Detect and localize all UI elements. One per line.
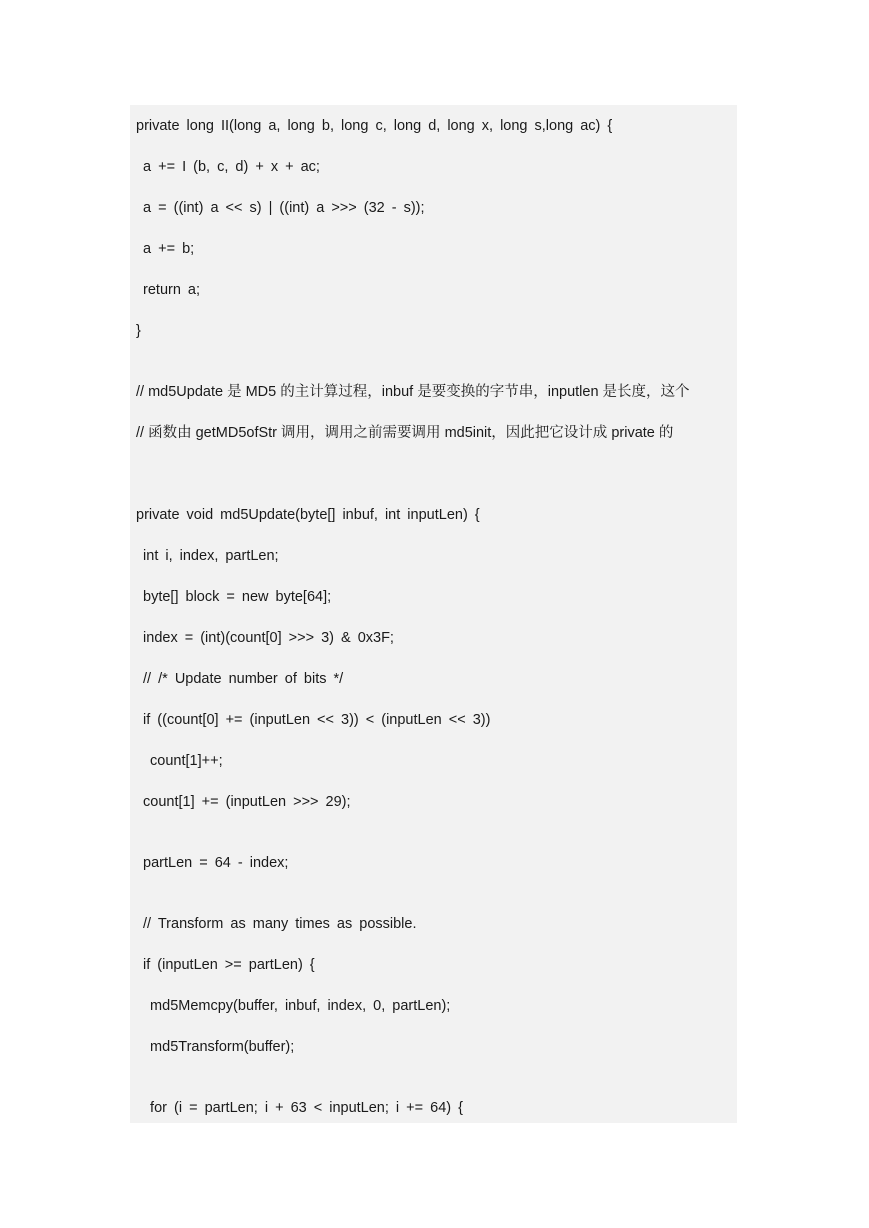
code-comment-line: // /* Update number of bits */ [136, 671, 344, 687]
code-block [130, 105, 737, 1123]
code-line: for (i = partLen; i + 63 < inputLen; i += 64) { [136, 1100, 463, 1116]
code-comment-line: // 函数由 getMD5ofStr 调用，调用之前需要调用 md5init，因此把它设计成 private 的 [136, 425, 674, 441]
code-comment-line: // md5Update 是 MD5 的主计算过程，inbuf 是要变换的字节串，inputlen 是长度，这个 [136, 384, 690, 400]
code-line: count[1]++; [136, 753, 223, 769]
code-line: count[1] += (inputLen >>> 29); [136, 794, 351, 810]
code-line: private long II(long a, long b, long c, long d, long x, long s,long ac) { [136, 118, 613, 134]
code-line: } [136, 323, 141, 339]
code-line: private void md5Update(byte[] inbuf, int inputLen) { [136, 507, 480, 523]
code-line: if ((count[0] += (inputLen << 3)) < (inputLen << 3)) [136, 712, 491, 728]
code-line: partLen = 64 - index; [136, 855, 289, 871]
code-line: md5Transform(buffer); [136, 1039, 295, 1055]
code-line: md5Memcpy(buffer, inbuf, index, 0, partLen); [136, 998, 451, 1014]
code-comment-line: // Transform as many times as possible. [136, 916, 417, 932]
code-line: a += b; [136, 241, 195, 257]
code-line: a = ((int) a << s) | ((int) a >>> (32 - s)); [136, 200, 425, 216]
code-line: byte[] block = new byte[64]; [136, 589, 332, 605]
code-line: return a; [136, 282, 201, 298]
code-line: index = (int)(count[0] >>> 3) & 0x3F; [136, 630, 394, 646]
code-line: if (inputLen >= partLen) { [136, 957, 315, 973]
code-line: a += I (b, c, d) + x + ac; [136, 159, 320, 175]
code-line: int i, index, partLen; [136, 548, 279, 564]
